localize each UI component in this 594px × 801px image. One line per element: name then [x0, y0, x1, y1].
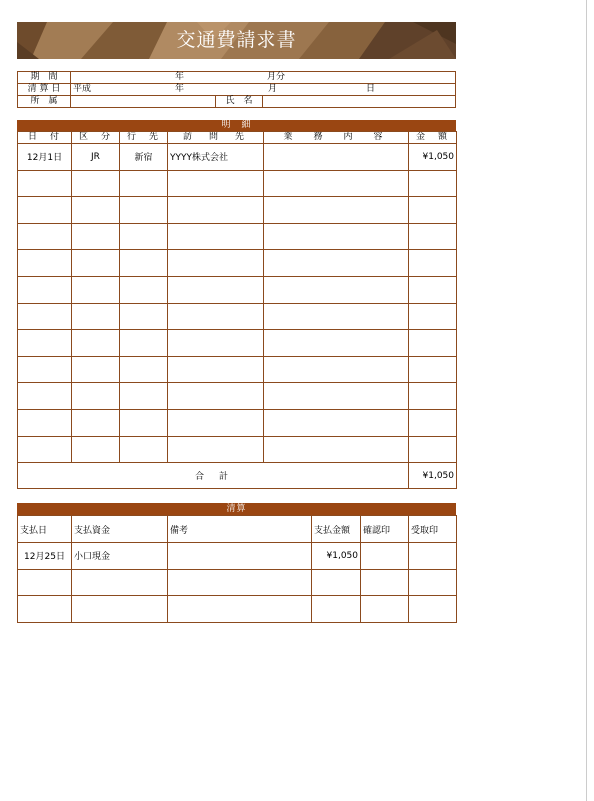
header-info-block — [17, 71, 456, 108]
detail-cell-amount[interactable] — [409, 197, 457, 224]
detail-cell-visit-to[interactable] — [168, 223, 264, 250]
detail-cell-destination[interactable] — [120, 436, 168, 463]
detail-cell-business-content[interactable] — [264, 170, 409, 197]
detail-cell-category[interactable] — [72, 197, 120, 224]
detail-cell-visit-to[interactable] — [168, 436, 264, 463]
settlement-cell-payment-amount[interactable]: ¥1,050 — [312, 543, 361, 570]
detail-cell-business-content[interactable] — [264, 356, 409, 383]
detail-cell-category[interactable] — [72, 409, 120, 436]
total-row — [18, 463, 457, 489]
settle-date-field[interactable] — [71, 84, 455, 95]
detail-cell-date[interactable]: 12月1日 — [18, 144, 72, 171]
detail-cell-amount[interactable] — [409, 409, 457, 436]
detail-cell-visit-to[interactable] — [168, 303, 264, 330]
detail-row — [18, 250, 457, 277]
detail-cell-destination[interactable] — [120, 409, 168, 436]
detail-cell-date[interactable] — [18, 409, 72, 436]
column-header-payment-date: 支払日 — [18, 516, 72, 543]
column-header-remarks: 備考 — [168, 516, 312, 543]
title-banner — [17, 22, 456, 59]
detail-cell-business-content[interactable] — [264, 223, 409, 250]
detail-cell-amount[interactable] — [409, 276, 457, 303]
detail-cell-amount[interactable] — [409, 383, 457, 410]
detail-cell-visit-to[interactable] — [168, 170, 264, 197]
detail-cell-destination[interactable] — [120, 356, 168, 383]
detail-cell-amount[interactable] — [409, 250, 457, 277]
detail-cell-category[interactable] — [72, 170, 120, 197]
settle-date-label: 清 算 日 — [18, 84, 71, 95]
detail-row — [18, 409, 457, 436]
settlement-cell-confirmation-seal[interactable] — [361, 569, 409, 596]
detail-cell-date[interactable] — [18, 197, 72, 224]
detail-cell-date[interactable] — [18, 276, 72, 303]
settlement-cell-receipt-seal[interactable] — [409, 596, 457, 623]
detail-cell-destination[interactable]: 新宿 — [120, 144, 168, 171]
settlement-cell-payment-fund[interactable] — [72, 569, 168, 596]
settle-date-year-suffix: 年 — [175, 84, 185, 94]
detail-cell-category[interactable] — [72, 276, 120, 303]
detail-cell-date[interactable] — [18, 383, 72, 410]
detail-cell-destination[interactable] — [120, 223, 168, 250]
detail-cell-destination[interactable] — [120, 330, 168, 357]
column-header-visit-to: 訪 問 先 — [168, 132, 264, 144]
settlement-row — [18, 569, 457, 596]
detail-row — [18, 303, 457, 330]
detail-cell-category[interactable] — [72, 383, 120, 410]
detail-cell-category[interactable] — [72, 330, 120, 357]
column-header-business-content: 業 務 内 容 — [264, 132, 409, 144]
detail-cell-visit-to[interactable] — [168, 383, 264, 410]
detail-cell-category[interactable] — [72, 436, 120, 463]
detail-cell-visit-to[interactable] — [168, 356, 264, 383]
detail-section-title: 明 細 — [17, 120, 456, 131]
detail-row — [18, 223, 457, 250]
settlement-row — [18, 596, 457, 623]
settlement-cell-payment-fund[interactable]: 小口現金 — [72, 543, 168, 570]
detail-cell-business-content[interactable] — [264, 383, 409, 410]
detail-cell-date[interactable] — [18, 330, 72, 357]
period-field[interactable] — [71, 72, 455, 83]
detail-cell-date[interactable] — [18, 303, 72, 330]
settlement-cell-payment-fund[interactable] — [72, 596, 168, 623]
detail-cell-amount[interactable] — [409, 356, 457, 383]
settlement-row — [18, 543, 457, 570]
column-header-payment-fund: 支払資金 — [72, 516, 168, 543]
detail-row — [18, 170, 457, 197]
detail-cell-visit-to[interactable] — [168, 409, 264, 436]
detail-cell-amount[interactable]: ¥1,050 — [409, 144, 457, 171]
detail-cell-business-content[interactable] — [264, 409, 409, 436]
detail-cell-business-content[interactable] — [264, 330, 409, 357]
detail-cell-business-content[interactable] — [264, 144, 409, 171]
detail-cell-category[interactable] — [72, 223, 120, 250]
detail-cell-visit-to[interactable] — [168, 330, 264, 357]
detail-cell-amount[interactable] — [409, 170, 457, 197]
column-header-confirmation-seal: 確認印 — [361, 516, 409, 543]
column-header-destination: 行 先 — [120, 132, 168, 144]
detail-cell-amount[interactable] — [409, 330, 457, 357]
detail-cell-amount[interactable] — [409, 303, 457, 330]
settlement-cell-remarks[interactable] — [168, 543, 312, 570]
detail-cell-business-content[interactable] — [264, 250, 409, 277]
settlement-cell-payment-amount[interactable] — [312, 596, 361, 623]
period-label: 期 間 — [18, 72, 71, 83]
detail-cell-visit-to[interactable] — [168, 250, 264, 277]
detail-cell-amount[interactable] — [409, 436, 457, 463]
detail-row — [18, 144, 457, 171]
detail-row — [18, 356, 457, 383]
settlement-table — [17, 515, 457, 623]
settlement-section — [17, 503, 456, 623]
detail-cell-visit-to[interactable]: YYYY株式会社 — [168, 144, 264, 171]
settlement-cell-payment-date[interactable] — [18, 569, 72, 596]
settlement-section-title: 清算 — [17, 503, 456, 515]
detail-row — [18, 330, 457, 357]
name-label: 氏 名 — [216, 96, 263, 107]
settle-date-era: 平成 — [73, 84, 92, 94]
total-label: 合 計 — [18, 463, 409, 489]
detail-cell-date[interactable] — [18, 250, 72, 277]
detail-row — [18, 436, 457, 463]
detail-cell-destination[interactable] — [120, 276, 168, 303]
detail-cell-date[interactable] — [18, 356, 72, 383]
detail-cell-amount[interactable] — [409, 223, 457, 250]
detail-cell-category[interactable]: JR — [72, 144, 120, 171]
detail-cell-destination[interactable] — [120, 383, 168, 410]
page-edge-line — [586, 0, 587, 801]
settlement-header-row — [18, 516, 457, 543]
settlement-cell-remarks[interactable] — [168, 596, 312, 623]
settlement-cell-payment-date[interactable] — [18, 596, 72, 623]
settlement-cell-receipt-seal[interactable] — [409, 569, 457, 596]
settlement-cell-payment-amount[interactable] — [312, 569, 361, 596]
detail-cell-date[interactable] — [18, 436, 72, 463]
detail-cell-visit-to[interactable] — [168, 276, 264, 303]
column-header-amount: 金 額 — [409, 132, 457, 144]
total-amount[interactable]: ¥1,050 — [409, 463, 457, 489]
column-header-date: 日 付 — [18, 132, 72, 144]
period-month-suffix: 月分 — [267, 72, 286, 82]
detail-section — [17, 120, 456, 489]
detail-cell-visit-to[interactable] — [168, 197, 264, 224]
column-header-category: 区 分 — [72, 132, 120, 144]
detail-cell-category[interactable] — [72, 250, 120, 277]
detail-row — [18, 383, 457, 410]
department-label: 所 属 — [18, 96, 71, 107]
detail-cell-category[interactable] — [72, 303, 120, 330]
detail-cell-business-content[interactable] — [264, 436, 409, 463]
department-field[interactable] — [71, 96, 216, 107]
settlement-cell-receipt-seal[interactable] — [409, 543, 457, 570]
settlement-cell-confirmation-seal[interactable] — [361, 596, 409, 623]
detail-cell-date[interactable] — [18, 170, 72, 197]
detail-row — [18, 276, 457, 303]
detail-cell-destination[interactable] — [120, 250, 168, 277]
settlement-cell-confirmation-seal[interactable] — [361, 543, 409, 570]
settle-date-row — [18, 84, 455, 96]
detail-cell-destination[interactable] — [120, 197, 168, 224]
name-field[interactable] — [263, 96, 455, 107]
detail-table — [17, 131, 457, 489]
detail-header-row — [18, 132, 457, 144]
period-row — [18, 72, 455, 84]
settlement-cell-remarks[interactable] — [168, 569, 312, 596]
detail-cell-destination[interactable] — [120, 170, 168, 197]
settle-date-day-suffix: 日 — [366, 84, 376, 94]
department-name-row — [18, 96, 455, 107]
detail-cell-destination[interactable] — [120, 303, 168, 330]
detail-cell-category[interactable] — [72, 356, 120, 383]
settle-date-month-suffix: 月 — [268, 84, 278, 94]
column-header-payment-amount: 支払金額 — [312, 516, 361, 543]
detail-cell-business-content[interactable] — [264, 303, 409, 330]
detail-cell-business-content[interactable] — [264, 276, 409, 303]
period-year-suffix: 年 — [175, 72, 185, 82]
detail-cell-business-content[interactable] — [264, 197, 409, 224]
column-header-receipt-seal: 受取印 — [409, 516, 457, 543]
detail-row — [18, 197, 457, 224]
settlement-cell-payment-date[interactable]: 12月25日 — [18, 543, 72, 570]
document-title: 交通費請求書 — [176, 29, 297, 51]
detail-cell-date[interactable] — [18, 223, 72, 250]
